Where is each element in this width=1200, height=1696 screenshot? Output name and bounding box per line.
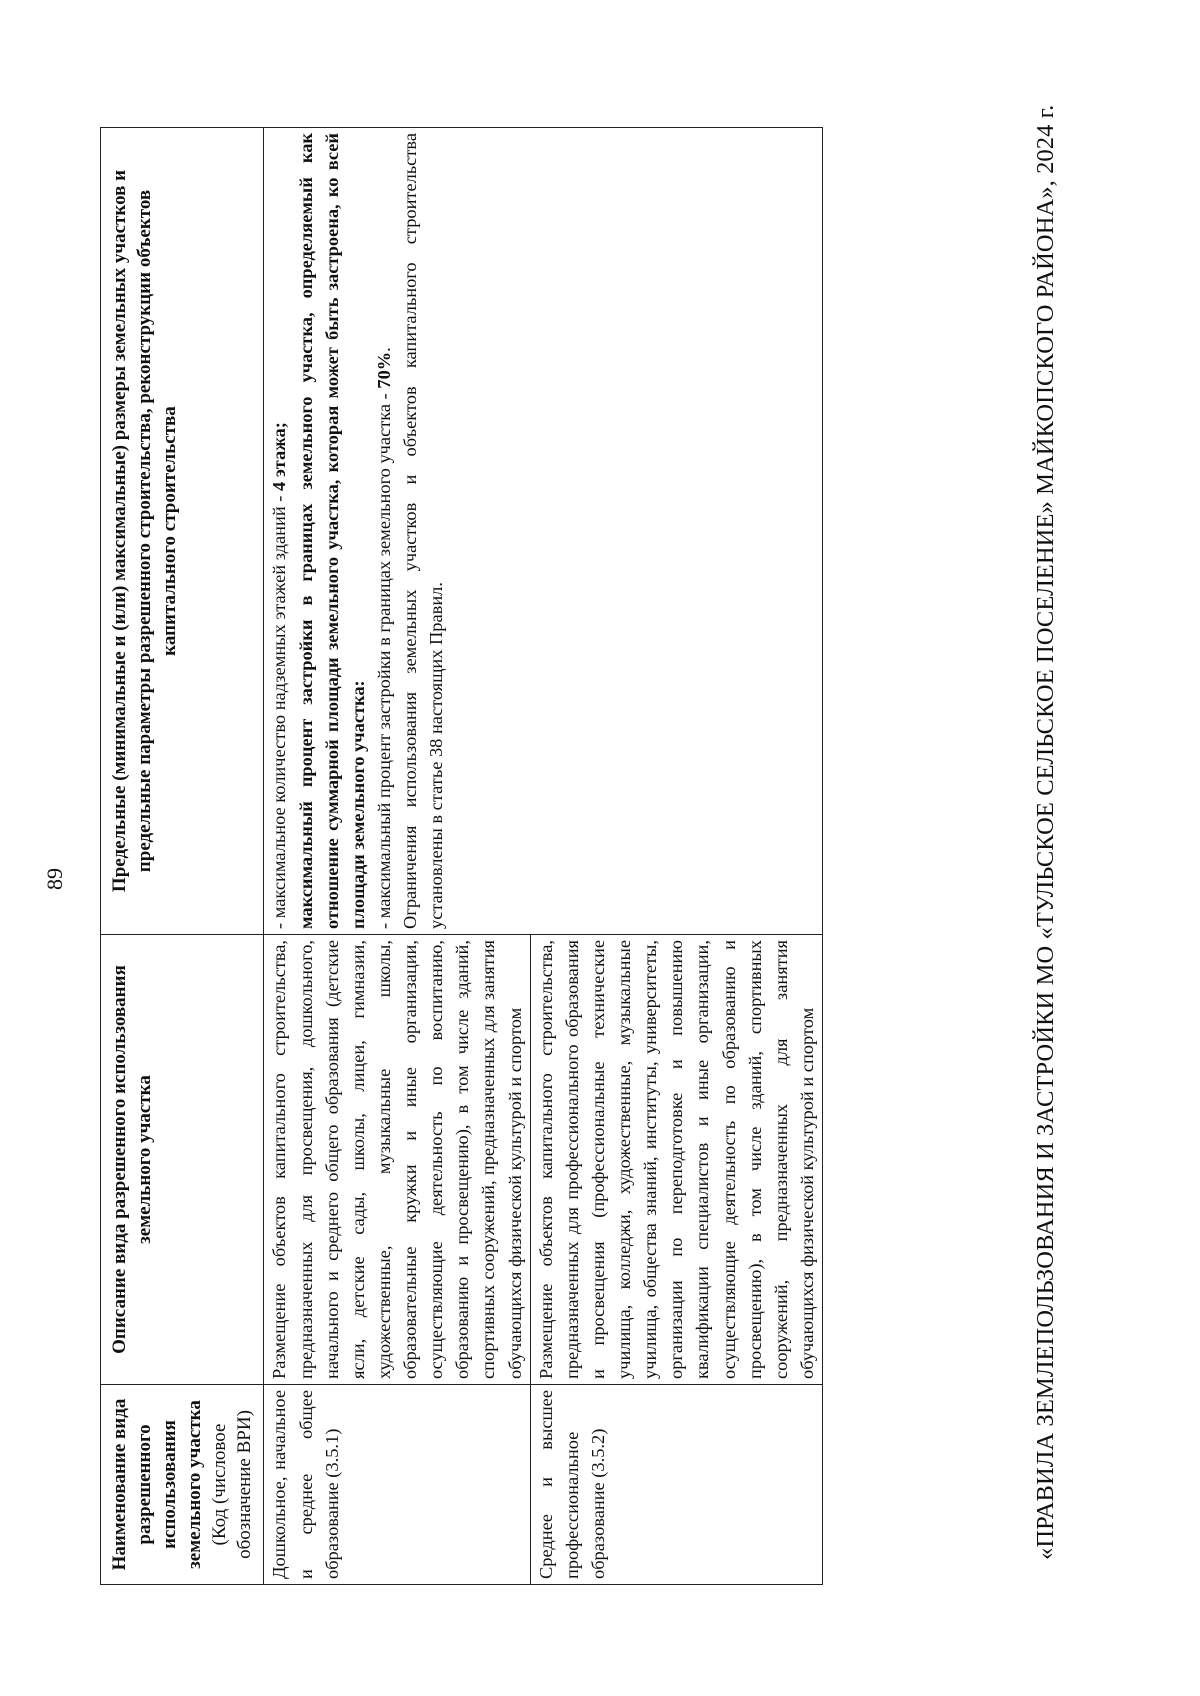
- restrictions-text: Ограничения использования земельных участков и объектов капитального строительства установлены в статье 38 настоящих Правил.: [400, 133, 447, 929]
- floors-value: 4 этажа;: [269, 422, 290, 491]
- table-header-row: [101, 128, 264, 1585]
- vri-name-cell: Дошкольное, начальное и среднее общее образование (3.5.1): [264, 1385, 530, 1585]
- floors-line: - максимальное количество надземных этажей зданий - 4 этажа;: [269, 422, 290, 929]
- page-number: 89: [42, 868, 67, 890]
- limit-parameters-cell: [264, 128, 823, 935]
- header-vri-code: (Код (числовое обозначение ВРИ): [209, 1410, 256, 1559]
- vri-description-cell: Размещение объектов капитального строительства, предназначенных для просвещения, дошкольного, начального и среднего общего образования (детские ясли, детские сады, школы, лицеи, гимназии, художественные, музыкальные школы, образовательные кружки и иные организации, осуществляющие деятельность по воспитанию, образованию и просвещению), в том числе зданий, спортивных сооружений, предназначенных для занятия обучающихся физической культурой и спортом: [264, 935, 530, 1385]
- zoning-table: [100, 127, 823, 1585]
- header-vri-description: Описание вида разрешенного использования земельного участка: [101, 935, 264, 1385]
- vri-description-cell: Размещение объектов капитального строительства, предназначенных для профессионального образования и просвещения (профессиональные технические училища, колледжи, художественные, музыкальные училища, общества знаний, институты, университеты, организации по переподготовке и повышению квалификации специалистов и иные организации, осуществляющие деятельность по образованию и просвещению), в том числе зданий, спортивных сооружений, предназначенных для занятия обучающихся физической культурой и спортом: [530, 935, 822, 1385]
- document-footer: «ПРАВИЛА ЗЕМЛЕПОЛЬЗОВАНИЯ И ЗАСТРОЙКИ МО «ТУЛЬСКОЕ СЕЛЬСКОЕ ПОСЕЛЕНИЕ» МАЙКОПСКОГО РАЙОНА», 2024 г.: [1032, 104, 1059, 1560]
- table-row: [264, 128, 530, 1585]
- vri-name-cell: Среднее и высшее профессиональное образование (3.5.2): [530, 1385, 822, 1585]
- coverage-line: - максимальный процент застройки в границах земельного участка - 70%.: [373, 347, 394, 929]
- rotated-page: [0, 70, 1100, 1650]
- coverage-value: 70%: [373, 351, 394, 389]
- coverage-definition: максимальный процент застройки в границах земельного участка, определяемый как отношение суммарной площади земельного участка, которая может быть застроена, ко всей площади земельного участка:: [295, 133, 368, 929]
- header-limit-parameters: Предельные (минимальные и (или) максимальные) размеры земельных участков и предельные параметры разрешенного строительства, реконструкции объектов капитального строительства: [101, 128, 264, 935]
- header-vri-name: Наименование вида разрешенного использования земельного участка (Код (числовое обозначение ВРИ): [101, 1385, 264, 1585]
